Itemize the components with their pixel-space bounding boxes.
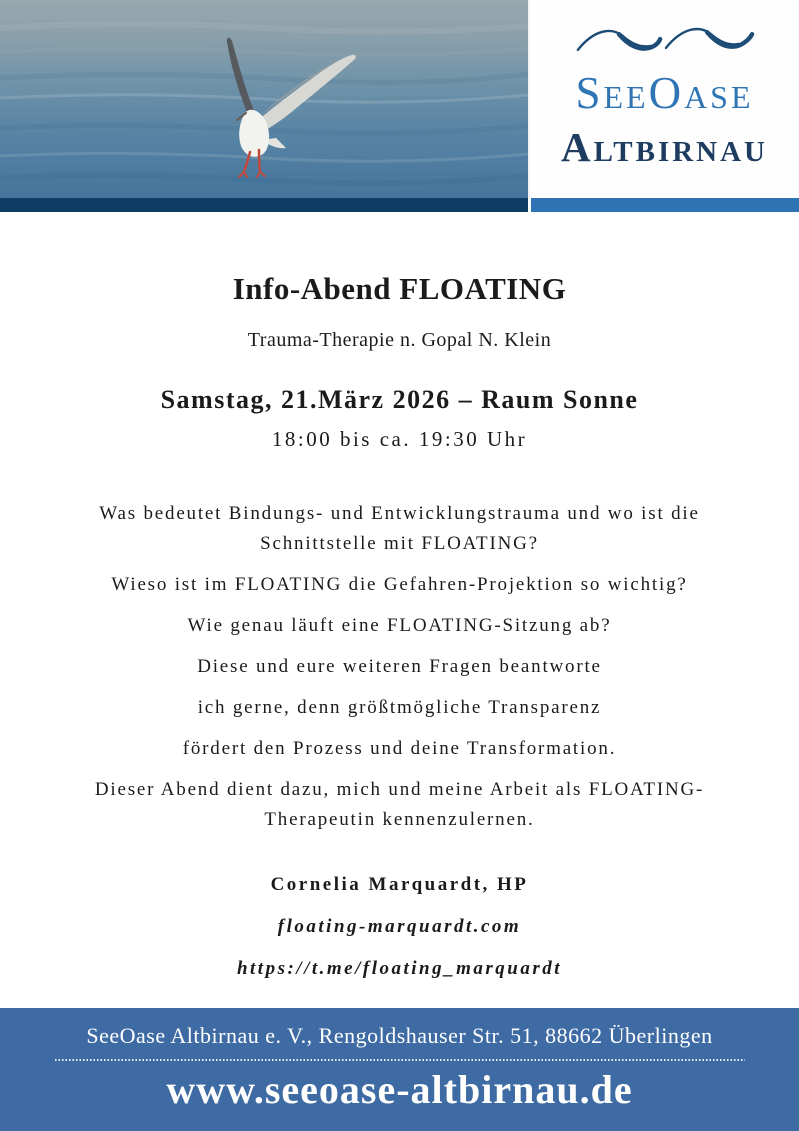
flyer-content bbox=[0, 212, 799, 1008]
contact-name: Cornelia Marquardt, HP bbox=[270, 874, 529, 895]
footer-website: www.seeoase-altbirnau.de bbox=[166, 1067, 633, 1112]
body-paragraph: Diese und eure weiteren Fragen beantworte bbox=[197, 656, 602, 677]
body-paragraph: Dieser Abend dient dazu, mich und meine Arbeit als FLOATING-Therapeutin kennenzulernen. bbox=[94, 779, 705, 830]
event-time: 18:00 bis ca. 19:30 Uhr bbox=[271, 427, 528, 451]
event-title: Info-Abend FLOATING bbox=[232, 271, 567, 306]
dotted-divider bbox=[55, 1059, 745, 1061]
body-paragraph: ich gerne, denn größtmögliche Transparenz bbox=[197, 697, 602, 718]
event-date: Samstag, 21.März 2026 – Raum Sonne bbox=[160, 385, 639, 414]
footer bbox=[0, 1008, 799, 1131]
body-paragraph: fördert den Prozess und deine Transformation. bbox=[182, 738, 617, 759]
body-paragraph: Wieso ist im FLOATING die Gefahren-Projektion so wichtig? bbox=[111, 574, 688, 595]
body-paragraph: Was bedeutet Bindungs- und Entwicklungstrauma und wo ist die Schnittstelle mit FLOATING? bbox=[99, 503, 700, 554]
header bbox=[0, 0, 799, 198]
logo-text-altbirnau: Altbirnau bbox=[560, 124, 769, 170]
event-subtitle: Trauma-Therapie n. Gopal N. Klein bbox=[247, 329, 552, 351]
body-paragraph: Wie genau läuft eine FLOATING-Sitzung ab? bbox=[187, 615, 612, 636]
waves-icon bbox=[572, 20, 758, 64]
divider-bar bbox=[0, 198, 799, 212]
seagull-photo bbox=[0, 0, 528, 198]
footer-address: SeeOase Altbirnau e. V., Rengoldshauser Str. 51, 88662 Überlingen bbox=[86, 1023, 713, 1048]
contact-telegram-link: https://t.me/floating_marquardt bbox=[236, 958, 563, 979]
logo-text-seeoase: SeeOase bbox=[575, 68, 754, 118]
logo bbox=[528, 0, 799, 198]
divider-bar-navy bbox=[0, 198, 528, 212]
contact-website: floating-marquardt.com bbox=[277, 916, 522, 937]
seagull-water-illustration bbox=[0, 0, 528, 198]
divider-bar-blue bbox=[531, 198, 799, 212]
